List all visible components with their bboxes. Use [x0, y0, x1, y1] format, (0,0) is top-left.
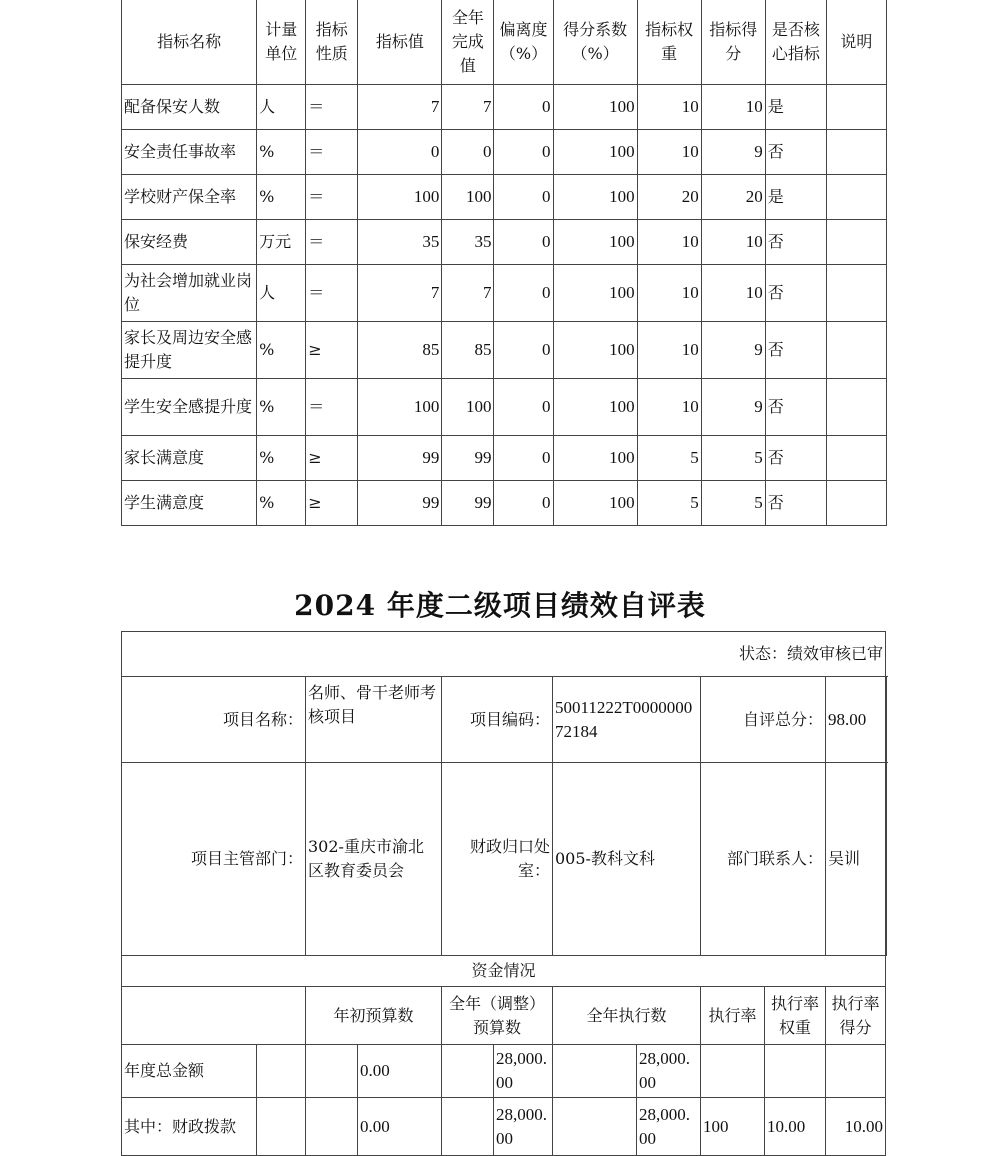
indicator-unit: %: [257, 322, 306, 379]
fund-executed: 28,000.00: [637, 1098, 701, 1156]
project-form-table: [121, 631, 887, 1156]
indicator-unit: %: [257, 175, 306, 220]
fund-rate-score: 10.00: [826, 1098, 886, 1156]
indicator-row: [122, 220, 887, 265]
indicator-coefficient: 100: [553, 265, 637, 322]
indicator-note: [826, 436, 886, 481]
indicator-row: [122, 130, 887, 175]
indicator-core: 否: [765, 436, 826, 481]
project-name-row: [122, 677, 887, 763]
indicator-nature: ＝: [306, 85, 358, 130]
indicator-nature: ＝: [306, 130, 358, 175]
indicator-table: [121, 0, 887, 526]
header-core: 是否核心指标: [765, 0, 826, 85]
indicator-note: [826, 130, 886, 175]
empty-cell: [442, 1098, 494, 1156]
fund-section-row: [122, 956, 887, 987]
fund-executed: 28,000.00: [637, 1045, 701, 1098]
fund-header-adjusted: 全年（调整）预算数: [442, 987, 553, 1045]
project-name-value: 名师、骨干老师考核项目: [306, 677, 442, 763]
fund-header-rate: 执行率: [701, 987, 765, 1045]
indicator-target: 0: [358, 130, 442, 175]
empty-cell: [306, 1098, 358, 1156]
indicator-coefficient: 100: [553, 175, 637, 220]
indicator-name: 家长及周边安全感提升度: [122, 322, 257, 379]
indicator-name: 学校财产保全率: [122, 175, 257, 220]
indicator-actual: 100: [442, 379, 494, 436]
indicator-coefficient: 100: [553, 436, 637, 481]
dept-value: 302-重庆市渝北区教育委员会: [306, 763, 442, 956]
indicator-target: 35: [358, 220, 442, 265]
indicator-row: [122, 85, 887, 130]
indicator-note: [826, 322, 886, 379]
indicator-nature: ＝: [306, 379, 358, 436]
header-score: 指标得分: [701, 0, 765, 85]
indicator-deviation: 0: [494, 481, 553, 526]
indicator-row: [122, 265, 887, 322]
indicator-core: 否: [765, 379, 826, 436]
header-coefficient: 得分系数（%）: [553, 0, 637, 85]
empty-cell: [306, 1045, 358, 1098]
indicator-actual: 85: [442, 322, 494, 379]
indicator-unit: %: [257, 481, 306, 526]
fund-row-label: 年度总金额: [122, 1045, 257, 1098]
fund-rate-weight: 10.00: [765, 1098, 826, 1156]
indicator-target: 7: [358, 85, 442, 130]
indicator-actual: 0: [442, 130, 494, 175]
indicator-unit: %: [257, 436, 306, 481]
indicator-target: 100: [358, 175, 442, 220]
indicator-score: 9: [701, 130, 765, 175]
indicator-actual: 99: [442, 436, 494, 481]
indicator-weight: 10: [637, 85, 701, 130]
dept-row: [122, 763, 887, 956]
indicator-core: 否: [765, 220, 826, 265]
fund-row-total: [122, 1045, 887, 1098]
indicator-deviation: 0: [494, 175, 553, 220]
indicator-name: 学生安全感提升度: [122, 379, 257, 436]
fund-adjusted: 28,000.00: [494, 1098, 553, 1156]
empty-cell: [553, 1045, 637, 1098]
header-actual: 全年完成值: [442, 0, 494, 85]
empty-cell: [442, 1045, 494, 1098]
indicator-note: [826, 220, 886, 265]
indicator-name: 配备保安人数: [122, 85, 257, 130]
indicator-target: 7: [358, 265, 442, 322]
indicator-name: 安全责任事故率: [122, 130, 257, 175]
indicator-core: 否: [765, 481, 826, 526]
empty-cell: [257, 1045, 306, 1098]
header-name: 指标名称: [122, 0, 257, 85]
indicator-weight: 5: [637, 436, 701, 481]
indicator-deviation: 0: [494, 379, 553, 436]
indicator-note: [826, 481, 886, 526]
indicator-score: 20: [701, 175, 765, 220]
indicator-note: [826, 85, 886, 130]
fund-header-row: [122, 987, 887, 1045]
indicator-weight: 10: [637, 220, 701, 265]
finance-label: 财政归口处室：: [442, 763, 553, 956]
indicator-nature: ＝: [306, 220, 358, 265]
indicator-nature: ≥: [306, 436, 358, 481]
fund-row-finance: [122, 1098, 887, 1156]
header-unit: 计量单位: [257, 0, 306, 85]
header-deviation: 偏离度（%）: [494, 0, 553, 85]
fund-header-executed: 全年执行数: [553, 987, 701, 1045]
project-code-value: 50011222T000000072184: [553, 677, 701, 763]
indicator-core: 否: [765, 130, 826, 175]
indicator-coefficient: 100: [553, 220, 637, 265]
indicator-unit: %: [257, 379, 306, 436]
contact-label: 部门联系人：: [701, 763, 826, 956]
indicator-unit: %: [257, 130, 306, 175]
indicator-target: 99: [358, 436, 442, 481]
fund-header-rate-weight: 执行率权重: [765, 987, 826, 1045]
indicator-coefficient: 100: [553, 130, 637, 175]
indicator-deviation: 0: [494, 322, 553, 379]
fund-adjusted: 28,000.00: [494, 1045, 553, 1098]
empty-cell: [553, 1098, 637, 1156]
indicator-deviation: 0: [494, 220, 553, 265]
contact-value: 吴训: [826, 763, 886, 956]
indicator-weight: 5: [637, 481, 701, 526]
indicator-nature: ≥: [306, 481, 358, 526]
indicator-nature: ＝: [306, 175, 358, 220]
indicator-note: [826, 175, 886, 220]
fund-rate-weight: [765, 1045, 826, 1098]
indicator-score: 10: [701, 265, 765, 322]
indicator-score: 5: [701, 436, 765, 481]
indicator-score: 10: [701, 85, 765, 130]
indicator-nature: ≥: [306, 322, 358, 379]
header-weight: 指标权重: [637, 0, 701, 85]
header-target: 指标值: [358, 0, 442, 85]
indicator-row: [122, 379, 887, 436]
indicator-row: [122, 322, 887, 379]
indicator-core: 否: [765, 322, 826, 379]
fund-row-label: 其中：财政拨款: [122, 1098, 257, 1156]
dept-label: 项目主管部门：: [122, 763, 306, 956]
indicator-name: 家长满意度: [122, 436, 257, 481]
fund-initial: 0.00: [358, 1045, 442, 1098]
indicator-target: 99: [358, 481, 442, 526]
indicator-row: [122, 175, 887, 220]
self-score-value: 98.00: [826, 677, 886, 763]
indicator-coefficient: 100: [553, 481, 637, 526]
indicator-row: [122, 436, 887, 481]
indicator-actual: 100: [442, 175, 494, 220]
project-code-label: 项目编码：: [442, 677, 553, 763]
form-title: 2024 年度二级项目绩效自评表: [0, 588, 1000, 624]
indicator-weight: 10: [637, 265, 701, 322]
indicator-core: 否: [765, 265, 826, 322]
indicator-core: 是: [765, 85, 826, 130]
project-name-label: 项目名称：: [122, 677, 306, 763]
indicator-target: 100: [358, 379, 442, 436]
fund-section-title: 资金情况: [122, 956, 886, 987]
fund-header-initial: 年初预算数: [306, 987, 442, 1045]
indicator-actual: 99: [442, 481, 494, 526]
indicator-unit: 万元: [257, 220, 306, 265]
indicator-core: 是: [765, 175, 826, 220]
indicator-header-row: [122, 0, 887, 85]
fund-rate: [701, 1045, 765, 1098]
indicator-name: 保安经费: [122, 220, 257, 265]
indicator-weight: 20: [637, 175, 701, 220]
header-nature: 指标性质: [306, 0, 358, 85]
status-row: [122, 632, 887, 677]
indicator-name: 为社会增加就业岗位: [122, 265, 257, 322]
indicator-score: 9: [701, 379, 765, 436]
indicator-deviation: 0: [494, 85, 553, 130]
indicator-coefficient: 100: [553, 379, 637, 436]
empty-cell: [257, 1098, 306, 1156]
indicator-deviation: 0: [494, 130, 553, 175]
indicator-deviation: 0: [494, 265, 553, 322]
indicator-score: 5: [701, 481, 765, 526]
fund-header-rate-score: 执行率得分: [826, 987, 886, 1045]
indicator-unit: 人: [257, 85, 306, 130]
indicator-deviation: 0: [494, 436, 553, 481]
indicator-note: [826, 265, 886, 322]
indicator-actual: 7: [442, 85, 494, 130]
empty-cell: [122, 987, 306, 1045]
indicator-unit: 人: [257, 265, 306, 322]
indicator-score: 9: [701, 322, 765, 379]
header-note: 说明: [826, 0, 886, 85]
fund-initial: 0.00: [358, 1098, 442, 1156]
indicator-nature: ＝: [306, 265, 358, 322]
status-text: 状态：绩效审核已审: [122, 632, 886, 677]
self-score-label: 自评总分：: [701, 677, 826, 763]
indicator-weight: 10: [637, 379, 701, 436]
indicator-actual: 7: [442, 265, 494, 322]
indicator-target: 85: [358, 322, 442, 379]
indicator-score: 10: [701, 220, 765, 265]
indicator-weight: 10: [637, 322, 701, 379]
indicator-actual: 35: [442, 220, 494, 265]
indicator-weight: 10: [637, 130, 701, 175]
indicator-note: [826, 379, 886, 436]
indicator-row: [122, 481, 887, 526]
indicator-coefficient: 100: [553, 322, 637, 379]
indicator-name: 学生满意度: [122, 481, 257, 526]
indicator-coefficient: 100: [553, 85, 637, 130]
finance-value: 005-教科文科: [553, 763, 701, 956]
fund-rate: 100: [701, 1098, 765, 1156]
fund-rate-score: [826, 1045, 886, 1098]
